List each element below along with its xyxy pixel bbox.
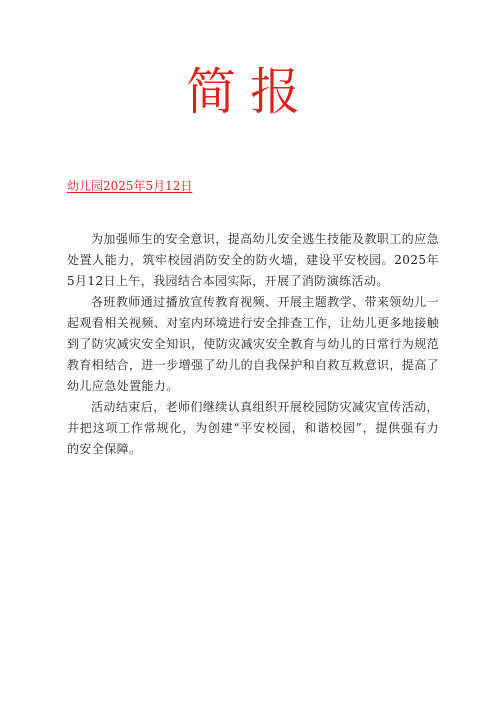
document-title: 简报 xyxy=(186,63,314,121)
document-body xyxy=(67,229,439,460)
document-byline: 幼儿园2025年5月12日 xyxy=(67,179,193,193)
body-paragraph: 各班教师通过播放宣传教育视频、开展主题教学、带来领幼儿一起观看相关视频、对室内环境进行安全排查工作，让幼儿更多地接触到了防灾减灾安全知识，使防灾减灾安全教育与幼儿的日常行为规范教育相结合，进一步增强了幼儿的自我保护和自救互救意识，提高了幼儿应急处置能力。 xyxy=(67,295,440,393)
body-paragraph: 为加强师生的安全意识，提高幼儿安全逃生技能及教职工的应急处置人能力，筑牢校园消防安全的防火墙，建设平安校园。2025年5月12日上午，我园结合本园实际，开展了消防演练活动。 xyxy=(67,232,439,288)
body-paragraph: 活动结束后，老师们继续认真组织开展校园防灾减灾宣传活动，并把这项工作常规化，为创建“平安校园，和谐校园”，提供强有力的安全保障。 xyxy=(67,400,439,456)
